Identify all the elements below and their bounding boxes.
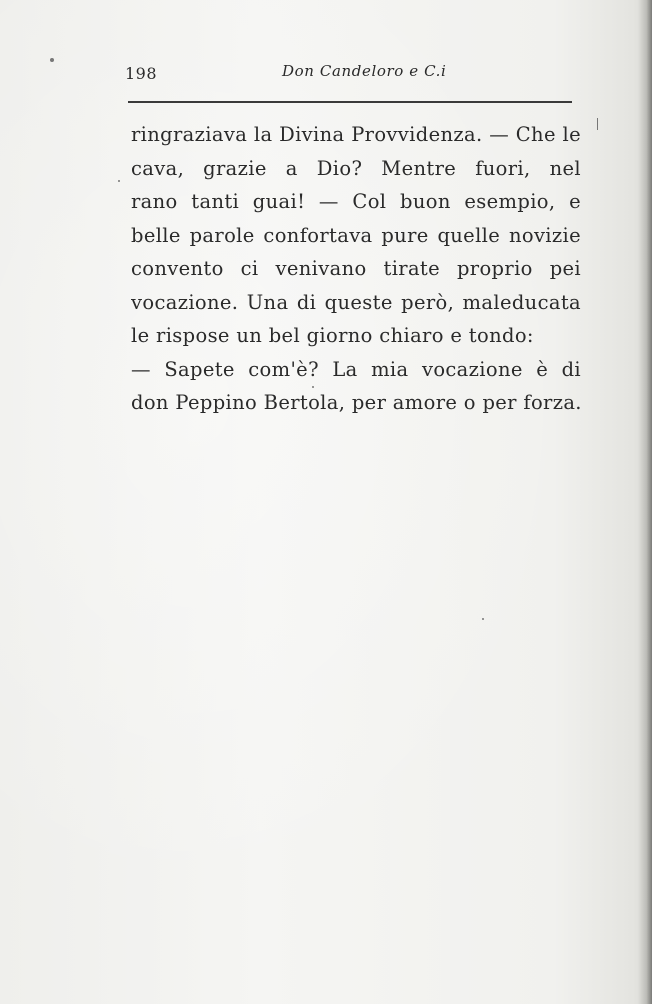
paper-speck xyxy=(312,386,314,388)
page-number: 198 xyxy=(125,64,158,83)
paper-speck xyxy=(597,118,598,130)
text-line: — Sapete com'è? La mia vocazione è di xyxy=(131,357,581,381)
text-line: convento ci venivano tirate proprio pei xyxy=(131,257,581,280)
running-header xyxy=(120,62,570,92)
text-line: don Peppino Bertola, per amore o per forza. xyxy=(131,391,582,414)
page-edge-shadow xyxy=(638,0,652,1004)
running-title: Don Candeloro e C.i xyxy=(282,62,447,80)
text-line: le rispose un bel giorno chiaro e tondo: xyxy=(131,324,534,347)
text-line: vocazione. Una di queste però, maleducata xyxy=(131,290,581,314)
body-text xyxy=(131,118,581,420)
paper-speck xyxy=(118,180,120,182)
text-line: ringraziava la Divina Provvidenza. — Che le xyxy=(131,123,581,146)
header-rule xyxy=(128,101,572,103)
text-line: rano tanti guai! — Col buon esempio, e xyxy=(131,190,581,213)
paper-speck xyxy=(50,58,54,62)
paper-speck xyxy=(482,618,484,620)
text-line: cava, grazie a Dio? Mentre fuori, nel xyxy=(131,156,581,180)
text-line: belle parole confortava pure quelle novizie xyxy=(131,223,581,247)
